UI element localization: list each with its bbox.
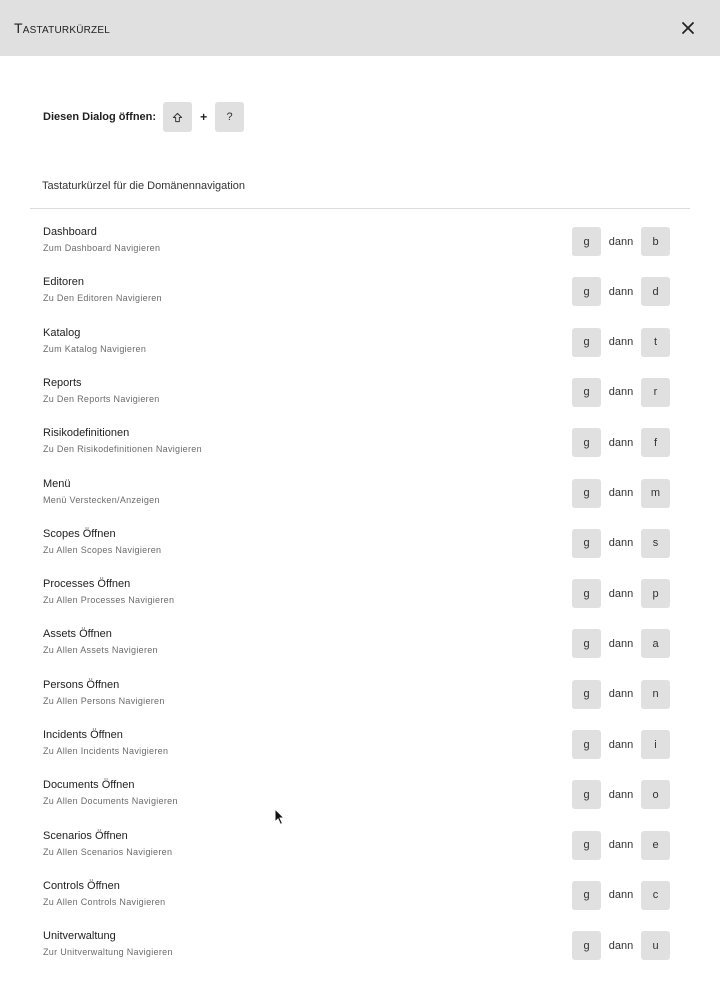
shift-key — [163, 102, 192, 132]
shortcut-description: Zu Allen Persons Navigieren — [43, 695, 165, 706]
then-label: dann — [608, 738, 634, 751]
shortcut-name: Katalog — [43, 326, 81, 339]
key-cap: g — [572, 780, 601, 809]
shortcut-keys — [572, 378, 670, 407]
shortcut-description: Zu Allen Processes Navigieren — [43, 595, 175, 606]
shortcut-row — [0, 820, 720, 870]
shortcut-keys — [572, 227, 670, 256]
shortcut-keys — [572, 780, 670, 809]
shortcut-description: Zur Unitverwaltung Navigieren — [43, 947, 173, 958]
shortcut-keys — [572, 629, 670, 658]
shortcut-description: Zum Dashboard Navigieren — [43, 243, 161, 253]
shortcut-row — [0, 468, 720, 518]
shortcut-name: Incidents Öffnen — [43, 729, 123, 741]
shortcut-keys — [572, 931, 670, 960]
shortcut-description: Menü Verstecken/Anzeigen — [43, 494, 160, 505]
shortcut-row — [0, 518, 720, 568]
shortcut-description: Zum Katalog Navigieren — [43, 343, 147, 354]
shortcut-keys — [572, 831, 670, 860]
shortcut-name: Dashboard — [43, 226, 97, 238]
shortcut-name: Scopes Öffnen — [43, 527, 116, 540]
shortcut-keys — [572, 277, 670, 306]
shortcut-keys — [572, 328, 670, 357]
shortcut-name: Assets Öffnen — [43, 628, 112, 641]
then-label: dann — [608, 537, 634, 550]
shortcut-keys — [572, 479, 670, 508]
open-dialog-label: Diesen Dialog öffnen: — [43, 111, 157, 123]
dialog-header — [0, 0, 720, 56]
shortcut-row — [0, 618, 720, 668]
shortcut-keys — [572, 428, 670, 457]
shortcut-description: Zu Allen Assets Navigieren — [43, 645, 158, 656]
then-label: dann — [608, 839, 634, 852]
shortcut-description: Zu Den Reports Navigieren — [43, 393, 160, 404]
key-cap: m — [641, 479, 670, 508]
mouse-cursor-icon — [274, 808, 286, 826]
question-key: ? — [215, 102, 244, 132]
key-cap: d — [641, 277, 670, 306]
then-label: dann — [608, 587, 634, 600]
shortcut-row — [0, 568, 720, 618]
key-cap: c — [641, 881, 670, 910]
close-button[interactable] — [678, 18, 698, 38]
shortcut-description: Zu Allen Incidents Navigieren — [43, 746, 169, 756]
shortcut-name: Reports — [43, 376, 82, 389]
shortcut-name: Documents Öffnen — [43, 779, 135, 792]
shortcut-row — [0, 216, 720, 266]
shortcut-description: Zu Den Editoren Navigieren — [43, 293, 162, 304]
then-label: dann — [608, 336, 634, 349]
plus-sign: + — [200, 110, 208, 124]
then-label: dann — [608, 386, 634, 399]
then-label: dann — [608, 637, 634, 650]
key-cap: g — [572, 328, 601, 357]
key-cap: a — [641, 629, 670, 658]
shortcut-keys — [572, 680, 670, 709]
shortcut-row — [0, 920, 720, 970]
shortcut-keys — [572, 529, 670, 558]
section-title: Tastaturkürzel für die Domänennavigation — [42, 180, 246, 192]
key-cap: o — [641, 780, 670, 809]
shortcut-description: Zu Den Risikodefinitionen Navigieren — [43, 444, 202, 455]
key-cap: g — [572, 579, 601, 608]
shortcut-description: Zu Allen Documents Navigieren — [43, 796, 178, 807]
close-icon — [681, 21, 695, 35]
then-label: dann — [608, 939, 634, 952]
shortcut-name: Editoren — [43, 276, 84, 289]
shortcut-row — [0, 367, 720, 417]
key-cap: i — [641, 730, 670, 759]
then-label: dann — [608, 889, 634, 902]
shortcut-keys — [572, 881, 670, 910]
key-cap: g — [572, 529, 601, 558]
then-label: dann — [608, 285, 634, 298]
key-cap: g — [572, 680, 601, 709]
key-cap: s — [641, 529, 670, 558]
shortcut-row — [0, 417, 720, 467]
key-cap: g — [572, 277, 601, 306]
key-cap: p — [641, 579, 670, 608]
shortcut-name: Processes Öffnen — [43, 578, 131, 591]
key-cap: g — [572, 227, 601, 256]
key-cap: f — [641, 428, 670, 457]
shortcut-name: Unitverwaltung — [43, 930, 116, 943]
shortcut-keys — [572, 579, 670, 608]
shortcut-row — [0, 669, 720, 719]
shift-icon — [172, 112, 183, 123]
shortcut-name: Persons Öffnen — [43, 678, 120, 691]
key-cap: g — [572, 428, 601, 457]
then-label: dann — [608, 688, 634, 701]
shortcut-row — [0, 719, 720, 769]
key-cap: e — [641, 831, 670, 860]
key-cap: b — [641, 227, 670, 256]
section-divider — [30, 208, 690, 209]
shortcut-keys — [572, 730, 670, 759]
key-cap: g — [572, 931, 601, 960]
key-cap: g — [572, 479, 601, 508]
key-cap: r — [641, 378, 670, 407]
shortcut-row — [0, 870, 720, 920]
shortcut-name: Menü — [43, 477, 71, 490]
then-label: dann — [608, 487, 634, 499]
key-cap: u — [641, 931, 670, 960]
shortcut-name: Scenarios Öffnen — [43, 829, 128, 842]
open-dialog-shortcut — [43, 102, 244, 132]
shortcut-description: Zu Allen Scopes Navigieren — [43, 544, 162, 555]
key-cap: g — [572, 881, 601, 910]
key-cap: g — [572, 378, 601, 407]
key-cap: n — [641, 680, 670, 709]
shortcut-description: Zu Allen Scenarios Navigieren — [43, 846, 173, 857]
then-label: dann — [608, 235, 634, 248]
key-cap: t — [641, 328, 670, 357]
then-label: dann — [608, 436, 634, 449]
shortcut-name: Controls Öffnen — [43, 879, 120, 892]
then-label: dann — [608, 788, 634, 801]
shortcut-row — [0, 266, 720, 316]
shortcut-name: Risikodefinitionen — [43, 427, 130, 440]
shortcut-description: Zu Allen Controls Navigieren — [43, 896, 166, 907]
shortcut-row — [0, 317, 720, 367]
dialog-title: Tastaturkürzel — [14, 20, 110, 36]
shortcut-row — [0, 769, 720, 819]
key-cap: g — [572, 831, 601, 860]
key-cap: g — [572, 629, 601, 658]
key-cap: g — [572, 730, 601, 759]
